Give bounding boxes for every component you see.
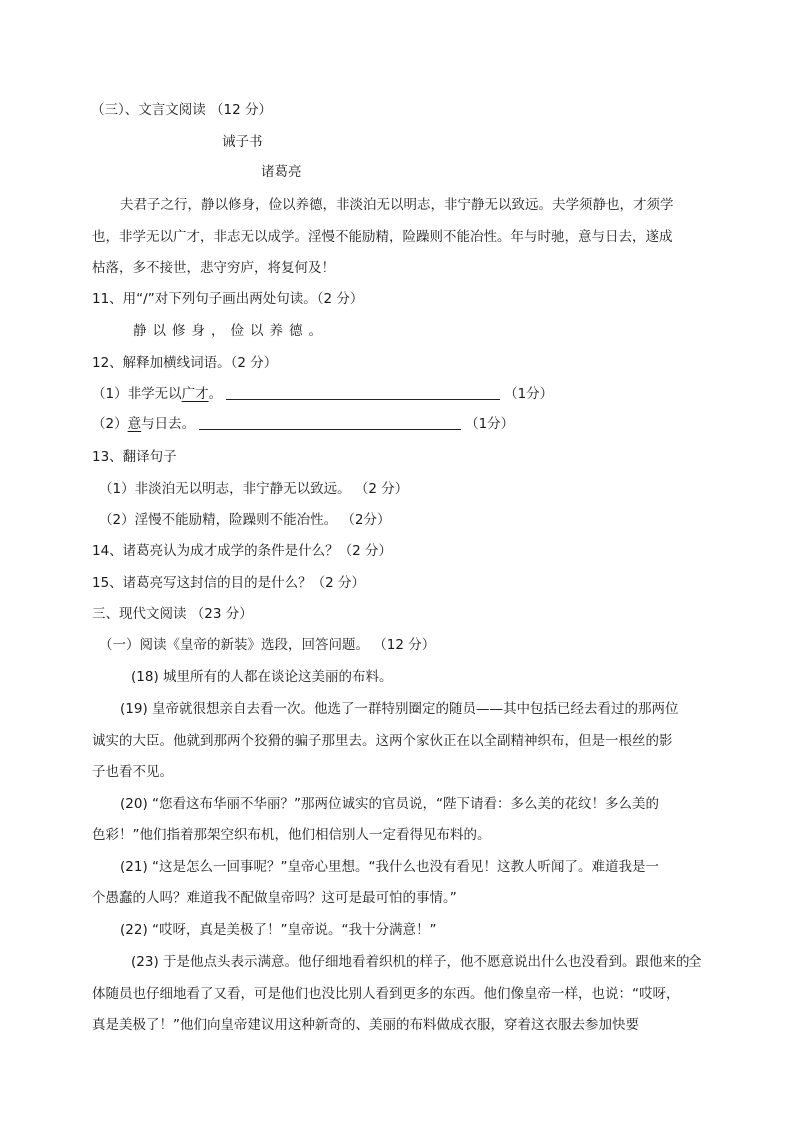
question-12: 12、解释加横线词语。（2 分） (92, 355, 278, 371)
question-11: 11、用“/”对下列句子画出两处句读。（2 分） (92, 291, 364, 307)
reading-paragraph: 色彩！”他们指着那架空织布机，他们相信别人一定看得见布料的。 (92, 827, 491, 843)
answer-blank[interactable] (226, 398, 500, 400)
reading-paragraph: 全 (688, 954, 702, 970)
underlined-word: 意 (127, 416, 142, 432)
passage-line: 枯落，多不接世，悲守穷庐，将复何及！ (92, 260, 335, 276)
question-12-1-suffix: 。 (208, 386, 223, 402)
question-15: 15、诸葛亮写这封信的目的是什么？（2 分） (92, 575, 366, 591)
question-14: 14、诸葛亮认为成才成学的条件是什么？（2 分） (92, 543, 393, 559)
passage-author: 诸葛亮 (261, 164, 302, 180)
passage-title: 诫子书 (222, 134, 263, 150)
classical-section-heading: （三）、文言文阅读 （12 分） (91, 102, 273, 118)
passage-line: 也，非学无以广才，非志无以成学。淫慢不能励精，险躁则不能冶性。年与时驰，意与日去，遂成 (92, 229, 673, 245)
modern-section-heading: 三、现代文阅读 （23 分） (92, 606, 253, 622)
question-13-2: （2）淫慢不能励精，险躁则不能冶性。 （2分） (99, 512, 391, 528)
reading-paragraph: 体随员也仔细地看了又看，可是他们也没比别人看到更多的东西。他们像皇帝一样，也说：“哎呀， (92, 986, 680, 1002)
reading-paragraph: 个愚蠢的人吗？难道我不配做皇帝吗？这可是最可怕的事情。” (92, 890, 457, 906)
question-12-1-prefix: （1）非学无以 (92, 386, 182, 402)
question-12-1 (92, 385, 553, 403)
question-12-2-rest: 与日去。 (141, 416, 196, 432)
reading-paragraph: (22) “哎呀，真是美极了！”皇帝说。“我十分满意！” (120, 922, 437, 938)
reading-paragraph: (18) 城里所有的人都在谈论这美丽的布料。 (131, 669, 393, 685)
question-12-2: （2）意与日去。 （1分） (92, 416, 515, 432)
reading-paragraph: 真是美极了！”他们向皇帝建议用这种新奇的、美丽的布料做成衣服，穿着这衣服去参加快要 (92, 1017, 639, 1033)
reading-paragraph: (19) 皇帝就很想亲自去看一次。他选了一群特别圈定的随员——其中包括已经去看过的那两位 (120, 701, 679, 717)
modern-sub-heading: （一）阅读《皇帝的新装》选段，回答问题。 （12 分） (99, 637, 436, 653)
question-13-1: （1）非淡泊无以明志，非宁静无以致远。 （2 分） (99, 481, 409, 497)
question-12-2-score: （1分） (465, 416, 515, 432)
question-12-1-score: （1分） (504, 386, 554, 402)
passage-line: 夫君子之行，静以修身，俭以养德，非淡泊无以明志，非宁静无以致远。夫学须静也，才须学 (120, 197, 674, 213)
reading-paragraph: 子也看不见。 (92, 764, 173, 780)
underlined-word: 广才 (181, 386, 209, 402)
reading-paragraph: 诚实的大臣。他就到那两个狡猾的骗子那里去。这两个家伙正在以全副精神织布，但是一根丝的影 (92, 733, 673, 749)
question-11-sentence: 静以修身，俭以养德。 (133, 323, 328, 339)
reading-paragraph: (20) “您看这布华丽不华丽？”那两位诚实的官员说，“陛下请看：多么美的花纹！多么美的 (120, 796, 659, 812)
answer-blank[interactable] (199, 428, 461, 430)
question-13: 13、翻译句子 (92, 449, 177, 465)
reading-paragraph: (21) “这是怎么一回事呢？”皇帝心里想。“我什么也没有看见！这教人听闻了。难道我是一 (120, 859, 659, 875)
reading-paragraph: (23) 于是他点头表示满意。他仔细地看着织机的样子，他不愿意说出什么也没看到。跟他来的 (131, 954, 690, 970)
